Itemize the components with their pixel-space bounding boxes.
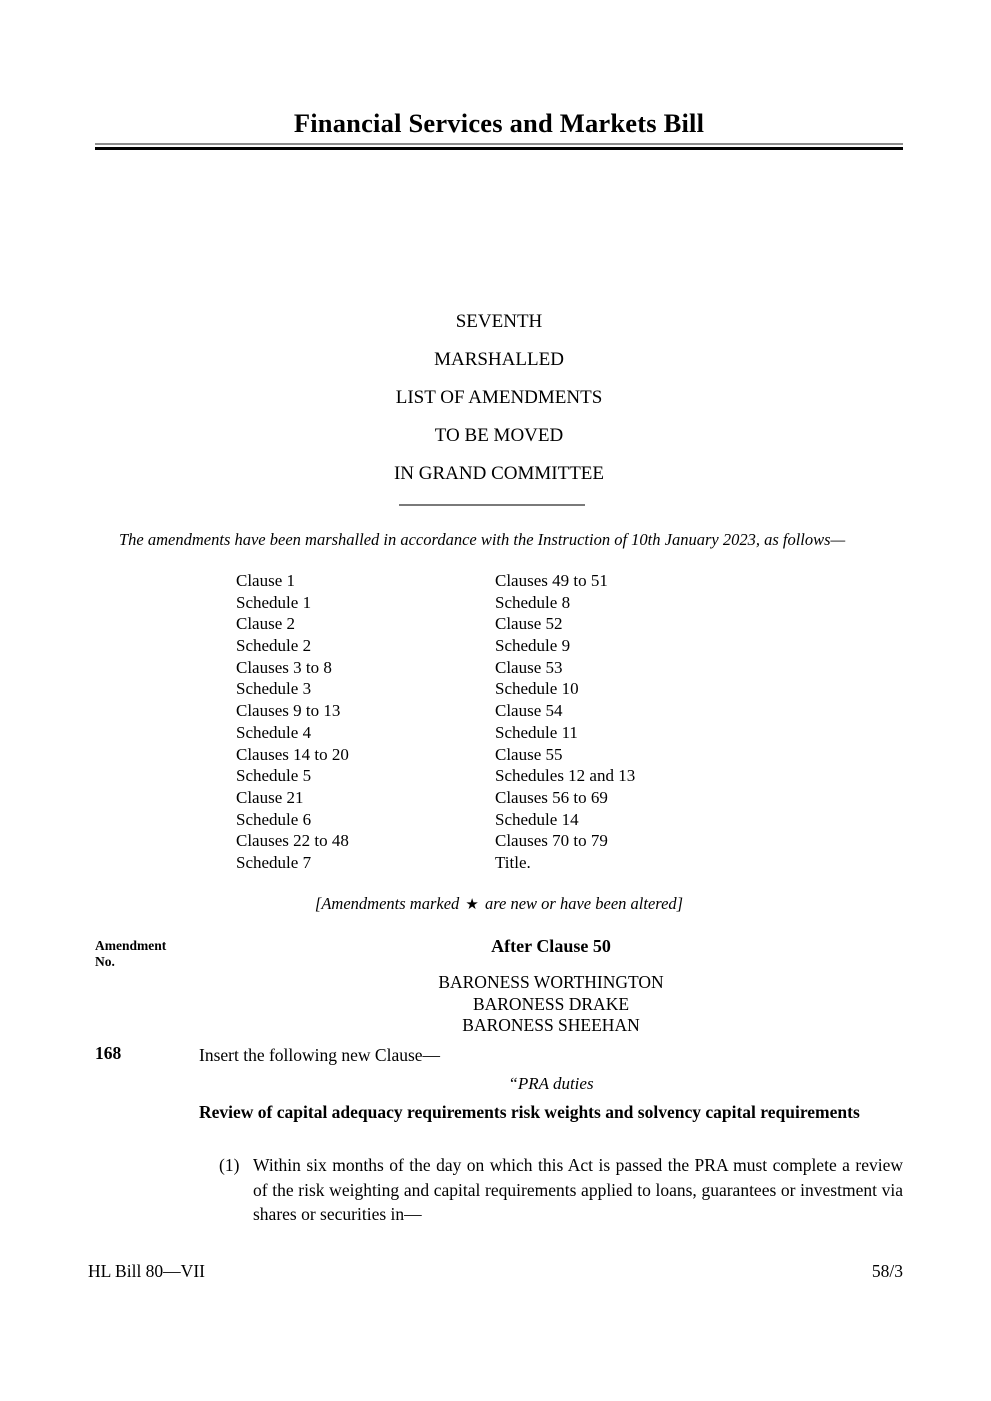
list-item: Clauses 49 to 51: [495, 571, 608, 590]
subsection-number: (1): [219, 1155, 240, 1175]
list-item: Schedule 7: [236, 852, 312, 872]
list-item: Clause 55: [495, 744, 563, 764]
list-item: Clauses 9 to 13: [236, 701, 341, 721]
list-item: Schedule 2: [236, 636, 312, 656]
amendment-no-label-line1: Amendment: [95, 938, 167, 953]
amendment-number: 168: [95, 1043, 122, 1063]
section-divider: [399, 504, 585, 506]
heading-line-2: MARSHALLED: [434, 349, 564, 370]
star-legend: [95, 894, 903, 914]
list-item: Schedule 14: [495, 809, 579, 829]
document-heading-stack: [95, 303, 903, 493]
star-legend-suffix: are new or have been altered]: [484, 894, 684, 913]
list-item: Clause 1: [236, 571, 296, 590]
star-icon: ★: [465, 897, 479, 913]
footer-page-number: 58/3: [871, 1261, 903, 1281]
clause-list-left-column: [236, 570, 349, 874]
list-item: Clauses 56 to 69: [495, 787, 608, 807]
heading-line-5: IN GRAND COMMITTEE: [393, 463, 605, 484]
amendment-instruction: Insert the following new Clause—: [199, 1045, 441, 1065]
sponsor-name: BARONESS WORTHINGTON: [438, 972, 664, 992]
list-item: Clauses 3 to 8: [236, 657, 332, 677]
heading-line-4: TO BE MOVED: [434, 425, 564, 446]
list-item: Schedule 10: [495, 679, 579, 699]
sponsor-name: BARONESS DRAKE: [472, 993, 630, 1014]
list-item: Clauses 70 to 79: [495, 831, 608, 851]
list-item: Schedule 4: [236, 722, 312, 742]
list-item: Schedule 1: [236, 592, 312, 612]
footer-bill-reference: HL Bill 80—VII: [88, 1261, 205, 1281]
sponsor-name: BARONESS SHEEHAN: [462, 1015, 640, 1035]
list-item: Clause 54: [495, 701, 563, 721]
list-item: Schedule 9: [495, 636, 571, 656]
list-item: Schedule 11: [495, 722, 578, 742]
subsection-text: Within six months of the day on which this Act is passed the PRA must complete a review of the risk weighting and capital requirements applied to loans, guarantees or investment via shares or securities in—: [253, 1155, 903, 1224]
star-legend-prefix: [Amendments marked: [314, 894, 460, 913]
title-divider: [95, 143, 903, 150]
quoted-part-heading: “PRA duties: [508, 1074, 594, 1093]
amendment-no-label-line2: No.: [95, 954, 115, 969]
list-item: Clauses 14 to 20: [236, 744, 349, 764]
page-title: Financial Services and Markets Bill: [293, 108, 705, 138]
clause-list-right-column: [495, 570, 635, 874]
list-item: Schedule 5: [236, 766, 312, 786]
list-item: Schedule 6: [236, 809, 312, 829]
list-item: Schedule 8: [495, 592, 571, 612]
heading-line-1: SEVENTH: [455, 311, 543, 332]
list-item: Clauses 22 to 48: [236, 831, 349, 851]
amendment-no-column-label: [95, 938, 205, 970]
marshalling-note: The amendments have been marshalled in accordance with the Instruction of 10th January 2023, as follows—: [119, 530, 846, 549]
list-item: Title.: [495, 852, 531, 872]
divider-thick-line: [95, 147, 903, 150]
list-item: Clause 21: [236, 787, 304, 807]
section-heading: After Clause 50: [491, 936, 611, 956]
heading-line-3: LIST OF AMENDMENTS: [395, 387, 603, 408]
list-item: Clause 53: [495, 657, 563, 677]
subsection-1: [219, 1153, 903, 1227]
list-item: Schedule 3: [236, 679, 312, 699]
sponsor-list: [199, 972, 903, 1037]
list-item: Clause 2: [236, 614, 296, 634]
list-item: Schedules 12 and 13: [495, 766, 636, 786]
new-clause-title: Review of capital adequacy requirements risk weights and solvency capital requirements: [199, 1102, 860, 1122]
list-item: Clause 52: [495, 614, 563, 634]
